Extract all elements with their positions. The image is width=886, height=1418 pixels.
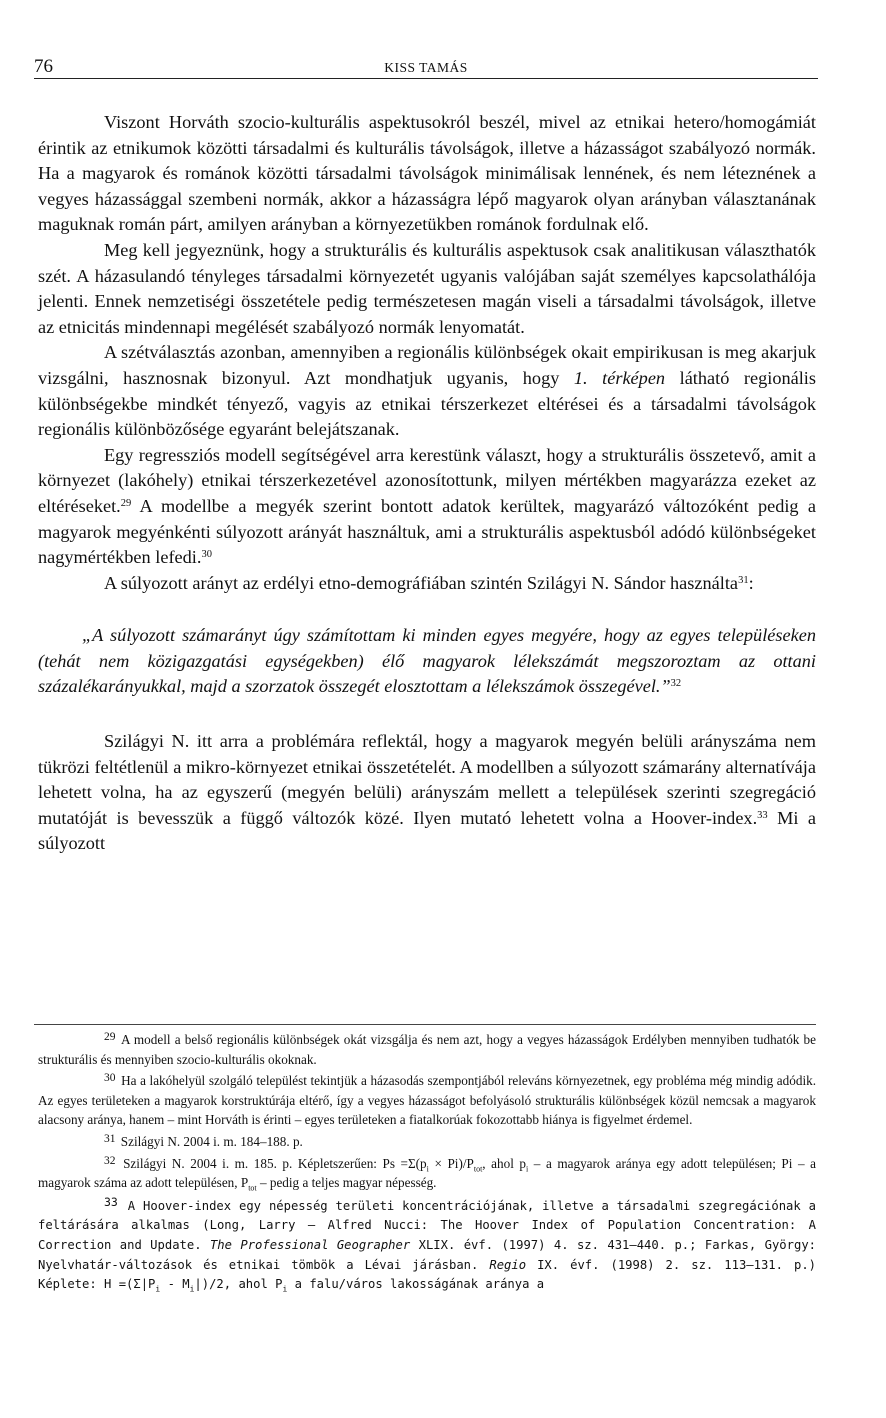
footnote-33: 33 A Hoover-index egy népesség területi koncentrációjának, illetve a társadalmi szegregációnak a feltárására alkalmas (Long, Larry – Alfred Nucci: The Hoover Index of Population Concentration: A Correction and Update. The Professional Geographer XLIX. évf. (1997) 4. sz. 431–440. p.; Farkas, György: Nyelvhatár-változások és etnikai tömbök a Lévai járásban. Regio IX. évf. (1998) 2. sz. 113–131. p.) Képlete: $H =(\Sigma|P_i - M_i|)/2$, ahol $P_i$ a falu/város lakosságának aránya a [38,1194,817,1294]
paragraph-6: Szilágyi N. itt arra a problémára reflektál, hogy a magyarok megyén belüli arányszáma nem tükrözi feltétlenül a mikro-környezet etnikai összetételét. A modellben a súlyozott számarány alternatívája lehetett volna, ha az egyszerű (megyén belüli) arányszám mellett a települések szerinti szegregáció mutatóját is bevesszük a függő változók közé. Ilyen mutató lehetett volna a Hoover-index.$^{33}$ Mi a súlyozott [38,731,817,854]
block-quote: „A súlyozott számarányt úgy számítottam ki minden egyes megyére, hogy az egyes településeken (tehát nem közigazgatási egységekben) élő magyarok lélekszámát megszoroztam az ottani százalékarányukkal, majd a szorzatok összegét elosztottam a lélekszámok összegével.”$^{32}$ [38,625,816,697]
footnote-30: 30 Ha a lakóhelyül szolgáló települést tekintjük a házasodás szempontjából releváns környezetnek, egy probléma még mindig adódik. Az egyes területeken a magyarok korstruktúrája eltérő, így a vegyes házasságot befolyásoló strukturális különbségek közül nemcsak a magyarok alacsony aránya, hanem – mint Horváth is érinti – egyes területeken a fiatalkorúak fokozottabb hiánya is figyelmet érdemel. [38,1072,816,1128]
footnote-ref-32[interactable]: 32 [670,678,682,690]
footnote-31: 31 Szilágyi N. 2004 i. m. 184–188. p. [104,1132,303,1149]
page-header [34,56,818,79]
paragraph-3: A szétválasztás azonban, amennyiben a regionális különbségek okait empirikusan is meg akarjuk vizsgálni, hasznosnak bizonyul. Azt mondhatjuk ugyanis, hogy 1. térképen látható regionális különbségekbe mindkét tényező, vagyis az etnikai térszerkezet eltérései és a társadalmi távolságok regionális különbözősége egyaránt belejátszanak. [38,342,816,440]
paragraph-2: Meg kell jegyeznünk, hogy a strukturális és kulturális aspektusok csak analitikusan választhatók szét. A házasulandó tényleges társadalmi környezetét ugyanis valójában saját személyes kapcsolathálója jelenti. Ennek nemzetiségi összetétele pedig természetesen magán viseli a társadalmi távolságok, illetve az etnicitás mindennapi megélését szabályozó normák lenyomatát. [38,239,816,337]
footnote-ref-33[interactable]: 33 [757,809,768,821]
running-head: KISS TAMÁS [384,60,468,75]
footnote-ref-29[interactable]: 29 [120,497,132,509]
footnote-divider [34,1024,816,1025]
page-number: 76 [34,56,53,77]
paragraph-4: Egy regressziós modell segítségével arra kerestünk választ, hogy a strukturális összetevő, amit a környezet (lakóhely) etnikai térszerkezetével azonosítottunk, milyen mértékben magyarázza ezeket az eltéréseket.$^{29}$ A modellbe a megyék szerint bontott adatok kerültek, magyarázó változóként pedig a magyarok megyénkénti súlyozott arányát használtuk, ami a strukturális aspektusból adódó különbségeket nagymértékben lefedi.$^{30}$ [38,444,816,568]
footnotes [38,1028,816,1295]
main-text [38,110,816,857]
paragraph-1: Viszont Horváth szocio-kulturális aspektusokról beszél, mivel az etnikai hetero/homogámiát érintik az etnikumok közötti társadalmi és kulturális távolságok, illetve a házasságot szabályozó normák. Ha a magyarok és románok közötti társadalmi távolságok minimálisak lennének, és nem léteznének a vegyes házassággal szembeni normák, akkor a házasságra lépő magyarok olyan arányban választanának maguknak román párt, amilyen arányban a környezetükben románok fordulnak elő. [38,112,816,235]
map-reference: 1. térképen [573,367,666,388]
footnote-29: 29 A modell a belső regionális különbségek okát vizsgálja és nem azt, hogy a vegyes házasságok Erdélyben mennyiben tudhatók be strukturális és mennyiben szocio-kulturális okoknak. [38,1031,816,1067]
footnote-ref-30[interactable]: 30 [201,549,212,561]
footnote-32: 32 Szilágyi N. 2004 i. m. 185. p. Képletszerűen: $Ps =\Sigma(p_i \times Pi)/P_{tot}$, ahol $p_i$ – a magyarok aránya egy adott településen; Pi – a magyarok száma az adott településen, $P_{tot}$ – pedig a teljes magyar népesség. [38,1154,816,1193]
paragraph-5: A súlyozott arányt az erdélyi etno-demográfiában szintén Szilágyi N. Sándor használta$^{31}$: [104,572,754,593]
footnote-ref-31[interactable]: 31 [738,574,749,586]
